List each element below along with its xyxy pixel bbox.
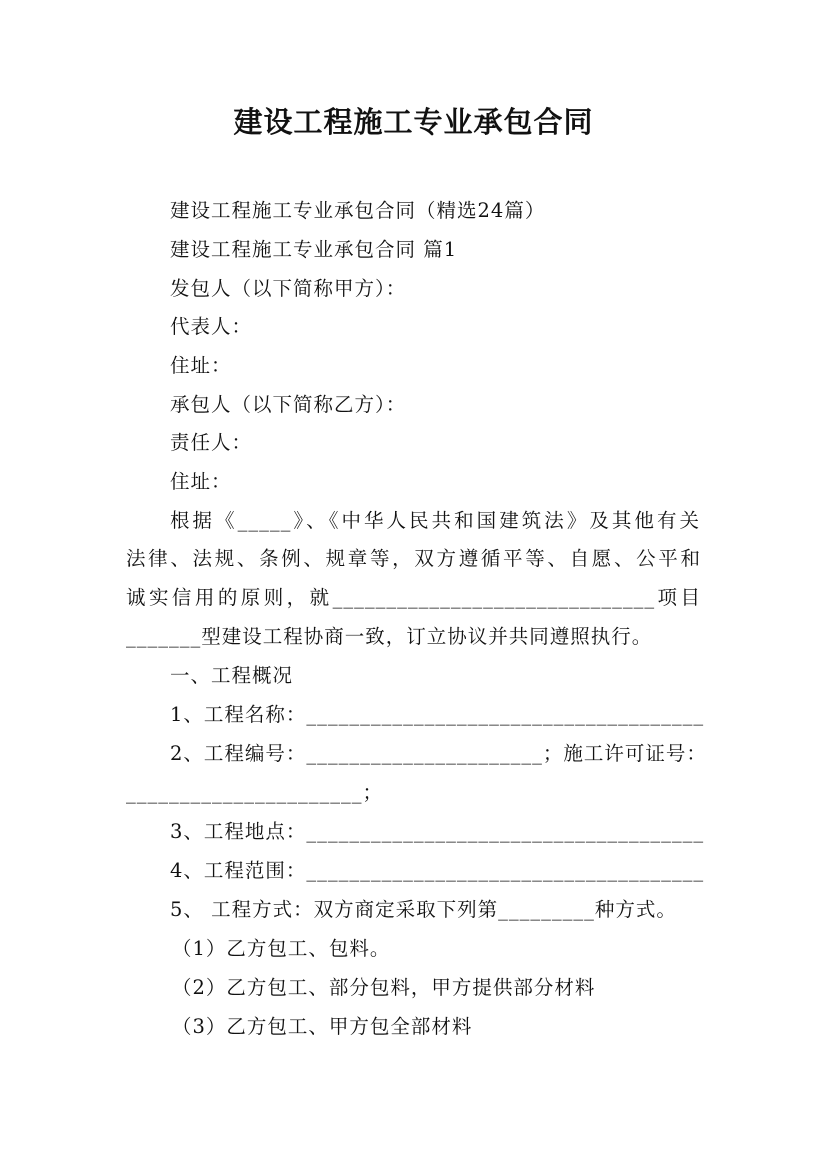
section-project-overview: 一、工程概况	[170, 664, 294, 687]
project-method-line: 5、 工程方式：双方商定采取下列第_________种方式。	[170, 898, 677, 921]
party-b-label: 承包人（以下简称乙方）：	[170, 393, 407, 416]
paragraph-line: 根据《_____》、《中华人民共和国建筑法》及其他有关	[170, 509, 700, 532]
method-option-2: （2）乙方包工、部分包料，甲方提供部分材料	[172, 976, 596, 999]
paragraph-line: 法律、法规、条例、规章等，双方遵循平等、自愿、公平和	[126, 547, 701, 570]
party-b-address-label: 住址：	[170, 470, 232, 493]
project-number-line: 2、工程编号：______________________；施工许可证号：	[170, 742, 707, 765]
party-a-label: 发包人（以下简称甲方）：	[170, 277, 407, 300]
paragraph-line: 诚实信用的原则，就______________________________项目	[126, 586, 701, 609]
permit-number-line: ______________________；	[126, 781, 383, 804]
section-heading: 建设工程施工专业承包合同 篇1	[170, 238, 458, 261]
party-a-address-label: 住址：	[170, 354, 232, 377]
project-location-line: 3、工程地点：_____________________________________	[170, 820, 705, 843]
method-option-1: （1）乙方包工、包料。	[172, 937, 391, 960]
project-name-line: 1、工程名称：_____________________________________	[170, 703, 705, 726]
representative-label: 代表人：	[170, 315, 253, 338]
paragraph-line: _______型建设工程协商一致，订立协议并共同遵照执行。	[126, 625, 653, 648]
document-title: 建设工程施工专业承包合同	[233, 105, 594, 139]
method-option-3: （3）乙方包工、甲方包全部材料	[172, 1015, 473, 1038]
project-scope-line: 4、工程范围：_____________________________________	[170, 859, 705, 882]
responsible-person-label: 责任人：	[170, 431, 253, 454]
subtitle-line: 建设工程施工专业承包合同（精选24篇）	[170, 199, 546, 222]
